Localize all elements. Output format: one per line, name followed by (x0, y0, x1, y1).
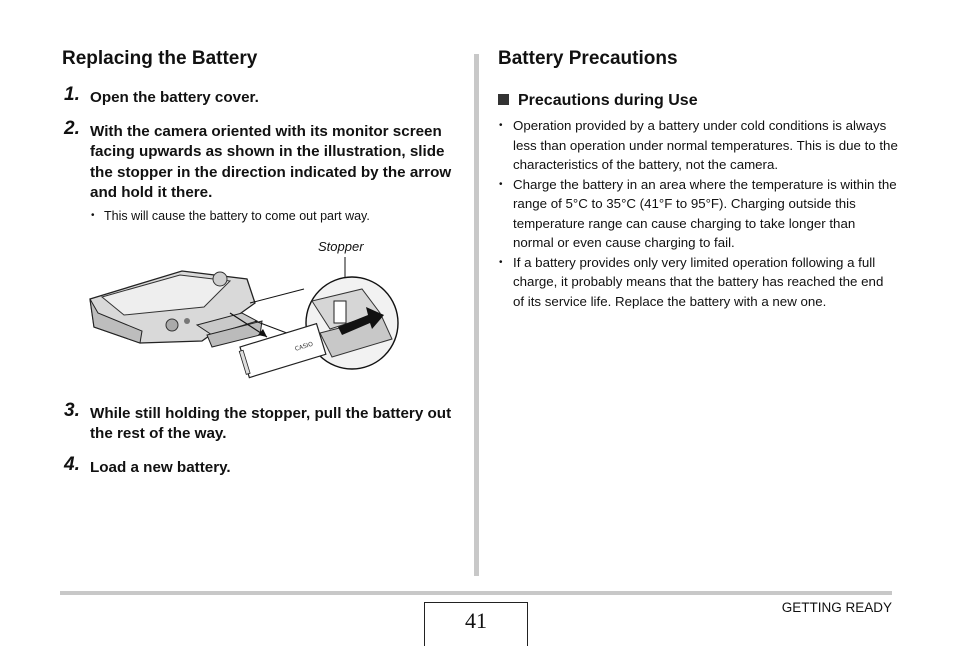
footer-section-label: GETTING READY (781, 600, 892, 615)
step-number: 2. (64, 117, 80, 139)
step-2 (62, 117, 462, 204)
step-3 (62, 399, 462, 445)
step-text: Open the battery cover. (90, 89, 259, 106)
step-text: With the camera oriented with its monitor screen facing upwards as shown in the illustration, slide the stopper in the direction indicated by the arrow and hold it there. (90, 122, 452, 201)
step-4 (62, 453, 462, 479)
section-title-battery-precautions: Battery Precautions (498, 48, 678, 69)
camera-body (90, 271, 262, 347)
subheading (498, 90, 898, 112)
left-column (62, 46, 462, 478)
step-2-note: • This will cause the battery to come out part way. (62, 207, 462, 225)
step-text: While still holding the stopper, pull the battery out the rest of the way. (90, 404, 452, 442)
list-item: • Operation provided by a battery under cold conditions is always less than operation under normal temperatures. This is due to the characteristics of the battery, not the camera. (498, 116, 898, 175)
page-number: 41 (424, 602, 528, 646)
list-item: • Charge the battery in an area where the temperature is within the range of 5°C to 35°C (41°F to 95°F). Charging outside this temperature range can cause charging to take longer than normal or even cause charging to fail. (498, 175, 898, 253)
battery-removal-illustration (62, 229, 462, 404)
precautions-list (498, 116, 898, 311)
step-1 (62, 84, 462, 109)
square-bullet-icon (498, 94, 509, 105)
stopper-caption: Stopper (318, 238, 364, 254)
section-title-replacing-battery: Replacing the Battery (62, 48, 258, 69)
footer-rule (60, 591, 892, 595)
step-number: 4. (64, 453, 80, 475)
list-item: • If a battery provides only very limited operation following a full charge, it probably means that the battery has reached the end of its service life. Replace the battery with a new one. (498, 253, 898, 312)
step-text: Load a new battery. (90, 458, 231, 476)
step-number: 1. (64, 84, 80, 105)
column-divider (474, 54, 479, 576)
step-number: 3. (64, 399, 80, 421)
right-column (498, 46, 898, 311)
battery-label: CASIO (294, 340, 314, 353)
subheading-text: Precautions during Use (518, 92, 698, 109)
camera-battery-illustration (62, 229, 462, 404)
